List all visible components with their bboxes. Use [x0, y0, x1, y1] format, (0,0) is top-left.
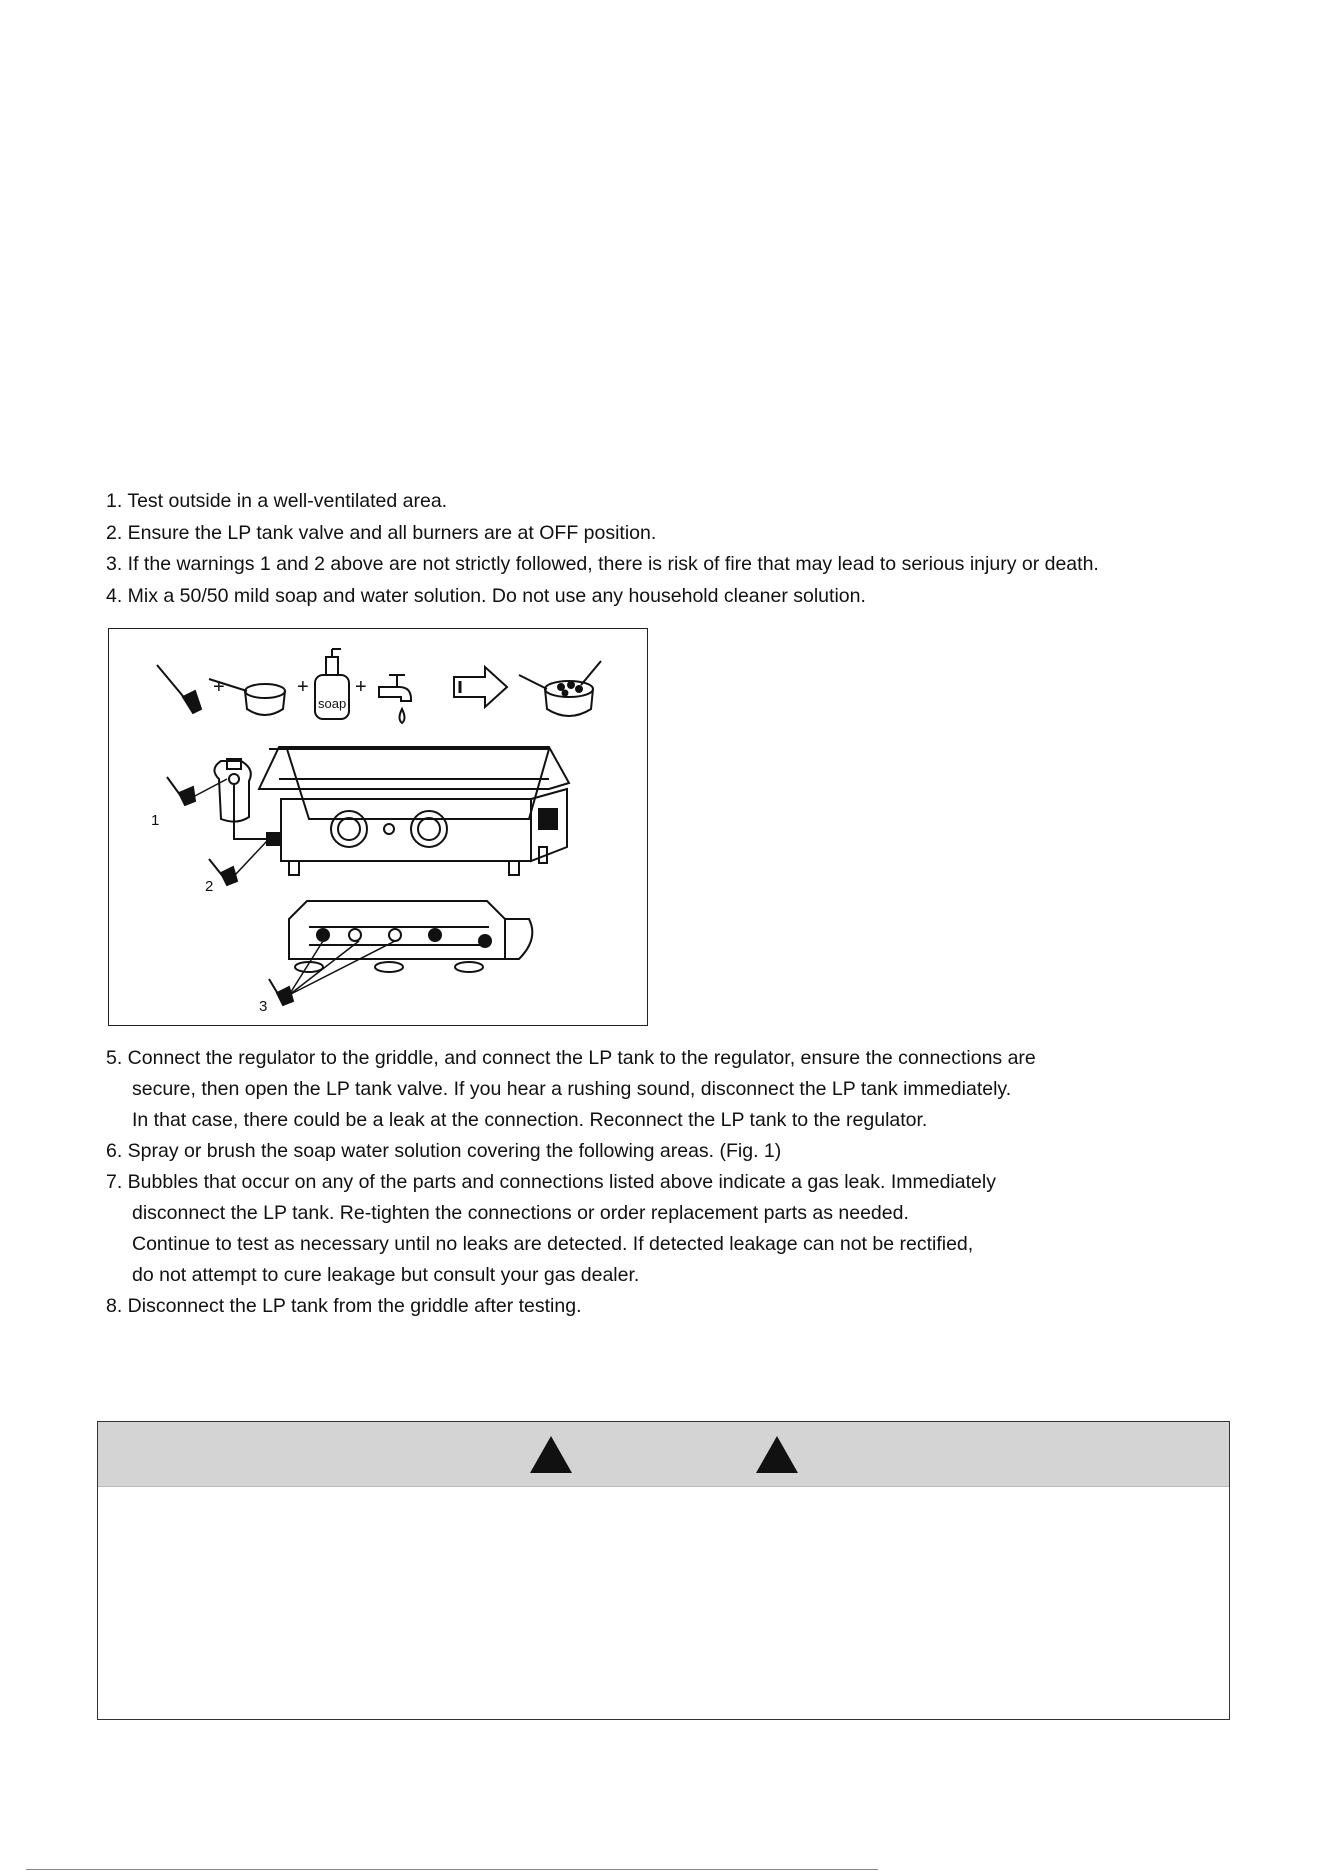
warning-header: [98, 1422, 1229, 1487]
callout-3: 3: [259, 998, 268, 1015]
footer-rule: [26, 1869, 878, 1870]
plus-sign: +: [213, 676, 225, 698]
mixed-pot-icon: [519, 661, 601, 716]
soap-bottle-icon: [315, 649, 349, 719]
leak-brush-3: [269, 941, 395, 1005]
callout-1: 1: [151, 812, 160, 829]
step-4: 4. Mix a 50/50 mild soap and water solution. Do not use any household cleaner solution.: [106, 584, 866, 607]
step-6: 6. Spray or brush the soap water solution covering the following areas. (Fig. 1): [106, 1140, 782, 1162]
step-7-continued: disconnect the LP tank. Re-tighten the connections or order replacement parts as needed.: [132, 1202, 909, 1224]
step-2: 2. Ensure the LP tank valve and all burners are at OFF position.: [106, 521, 657, 544]
brush-icon: [157, 665, 201, 713]
faucet-icon: [379, 675, 411, 723]
leak-brush-2: [209, 841, 267, 885]
soap-label: soap: [318, 696, 347, 711]
step-5-continued: In that case, there could be a leak at the connection. Reconnect the LP tank to the regulator.: [132, 1109, 928, 1131]
plus-sign: +: [297, 676, 309, 698]
step-7-continued: do not attempt to cure leakage but consult your gas dealer.: [132, 1264, 640, 1286]
leak-test-illustration: [109, 629, 649, 1027]
warning-triangle-icon: [530, 1436, 572, 1473]
plus-sign: +: [355, 676, 367, 698]
lp-tank-illustration: [214, 759, 281, 845]
step-3: 3. If the warnings 1 and 2 above are not strictly followed, there is risk of fire that may lead to serious injury or death.: [106, 553, 1099, 575]
leak-brush-1: [167, 777, 227, 805]
warning-box: [97, 1421, 1230, 1720]
right-arrow-icon: [454, 667, 507, 707]
griddle-illustration: [259, 747, 569, 875]
step-1: 1. Test outside in a well-ventilated area.: [106, 490, 448, 512]
step-5-continued: secure, then open the LP tank valve. If you hear a rushing sound, disconnect the LP tank immediately.: [132, 1078, 1012, 1100]
warning-triangle-icon: [756, 1436, 798, 1473]
step-7-continued: Continue to test as necessary until no leaks are detected. If detected leakage can not be rectified,: [132, 1233, 974, 1255]
callout-2: 2: [205, 878, 214, 895]
step-5: 5. Connect the regulator to the griddle, and connect the LP tank to the regulator, ensure the connections are: [106, 1047, 1036, 1069]
griddle-underside-illustration: [289, 901, 532, 972]
leak-test-steps-intro: [106, 486, 1286, 612]
leak-test-steps-continued: [106, 1043, 1286, 1322]
step-8: 8. Disconnect the LP tank from the griddle after testing.: [106, 1295, 582, 1317]
leak-test-figure: [108, 628, 648, 1026]
step-7: 7. Bubbles that occur on any of the parts and connections listed above indicate a gas leak. Immediately: [106, 1171, 996, 1193]
